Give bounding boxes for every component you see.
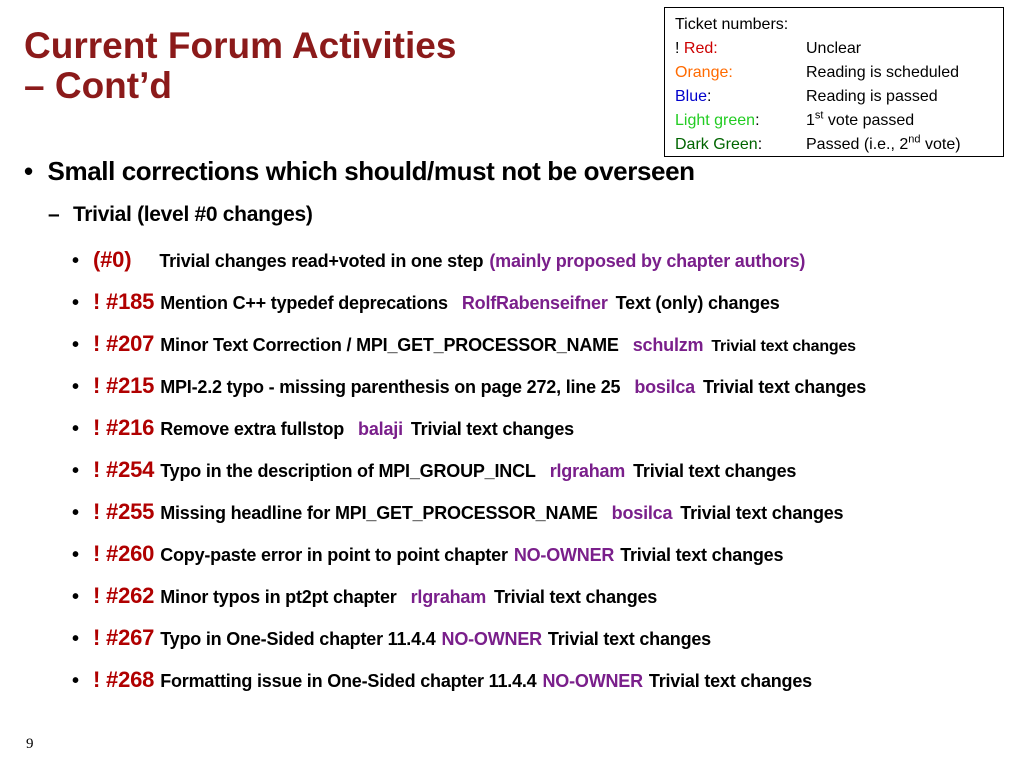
ticket-change-type: Trivial text changes bbox=[711, 338, 856, 355]
ticket-description: Trivial changes read+voted in one step bbox=[159, 251, 484, 271]
legend-meaning-red: Unclear bbox=[806, 40, 862, 57]
ticket-id: ! #267 bbox=[93, 625, 155, 650]
ticket-owner: schulzm bbox=[632, 335, 704, 355]
legend-label-red: Red: bbox=[683, 40, 718, 57]
legend-row-blue bbox=[675, 85, 993, 109]
legend-meaning-pre: Passed (i.e., 2 bbox=[806, 136, 909, 153]
bullet-small-corrections bbox=[24, 156, 695, 187]
ticket-note: (mainly proposed by chapter authors) bbox=[489, 251, 806, 271]
legend-row-red bbox=[675, 37, 993, 61]
bullet-marker: • bbox=[72, 460, 79, 482]
ticket-description: Mention C++ typedef deprecations bbox=[160, 293, 448, 313]
ticket-item-255 bbox=[72, 499, 866, 541]
legend-prefix: ! bbox=[675, 40, 684, 57]
ticket-change-type: Text (only) changes bbox=[615, 293, 780, 313]
ticket-owner: rlgraham bbox=[410, 587, 487, 607]
legend-label-light-green: Light green bbox=[675, 112, 756, 129]
subbullet-text: Trivial (level #0 changes) bbox=[72, 203, 313, 226]
legend-meaning-blue: Reading is passed bbox=[806, 88, 938, 105]
bullet-marker: • bbox=[72, 502, 79, 524]
ticket-id: ! #216 bbox=[93, 415, 155, 440]
ticket-change-type: Trivial text changes bbox=[547, 629, 711, 649]
bullet-marker: • bbox=[72, 334, 79, 356]
legend-meaning-light-green bbox=[806, 109, 914, 133]
bullet-marker: • bbox=[72, 250, 79, 272]
ticket-owner: RolfRabenseifner bbox=[461, 293, 608, 313]
ticket-id: (#0) bbox=[93, 247, 132, 272]
legend-row-light-green bbox=[675, 109, 993, 133]
ticket-description: Typo in the description of MPI_GROUP_INCL bbox=[160, 461, 536, 481]
ticket-id: ! #185 bbox=[93, 289, 155, 314]
bullet-marker: • bbox=[72, 586, 79, 608]
legend-label-dark-green: Dark Green bbox=[675, 136, 758, 153]
ticket-item-215 bbox=[72, 373, 866, 415]
ticket-change-type: Trivial text changes bbox=[680, 503, 844, 523]
legend-meaning-post: vote passed bbox=[823, 112, 915, 129]
legend-row-orange bbox=[675, 61, 993, 85]
ticket-id: ! #215 bbox=[93, 373, 155, 398]
legend-suffix: : bbox=[707, 88, 712, 105]
legend-meaning-pre: 1 bbox=[806, 112, 815, 129]
ticket-id: ! #207 bbox=[93, 331, 155, 356]
bullet-marker: • bbox=[72, 292, 79, 314]
bullet-text: Small corrections which should/must not be overseen bbox=[47, 156, 695, 186]
ticket-description: Missing headline for MPI_GET_PROCESSOR_NAME bbox=[160, 503, 598, 523]
ticket-id: ! #254 bbox=[93, 457, 155, 482]
page-number: 9 bbox=[26, 736, 34, 752]
ticket-item-216 bbox=[72, 415, 866, 457]
legend-meaning-dark-green bbox=[806, 133, 961, 157]
ticket-owner: NO-OWNER bbox=[542, 671, 643, 691]
ticket-change-type: Trivial text changes bbox=[702, 377, 867, 397]
legend-label-blue: Blue bbox=[675, 88, 708, 105]
ticket-description: Remove extra fullstop bbox=[160, 419, 345, 439]
ticket-owner: rlgraham bbox=[549, 461, 626, 481]
ticket-id: ! #255 bbox=[93, 499, 155, 524]
legend-label-orange: Orange: bbox=[675, 64, 733, 81]
slide-title-line2: – Cont’d bbox=[24, 65, 172, 106]
legend-suffix: : bbox=[755, 112, 760, 129]
ticket-item-207 bbox=[72, 331, 866, 373]
ticket-description: Formatting issue in One-Sided chapter 11.4.4 bbox=[160, 671, 537, 691]
ticket-item-0 bbox=[72, 247, 866, 289]
ticket-item-254 bbox=[72, 457, 866, 499]
bullet-marker: • bbox=[72, 670, 79, 692]
legend-meaning-sup: st bbox=[814, 109, 824, 122]
ticket-owner: bosilca bbox=[634, 377, 695, 397]
ticket-owner: NO-OWNER bbox=[513, 545, 615, 565]
ticket-id: ! #262 bbox=[93, 583, 155, 608]
ticket-description: Typo in One-Sided chapter 11.4.4 bbox=[160, 629, 436, 649]
ticket-id: ! #260 bbox=[93, 541, 155, 566]
legend-meaning-orange: Reading is scheduled bbox=[806, 64, 959, 81]
bullet-marker: • bbox=[72, 376, 79, 398]
legend-meaning-post: vote) bbox=[920, 136, 961, 153]
bullet-marker: • bbox=[24, 156, 33, 186]
ticket-change-type: Trivial text changes bbox=[494, 587, 658, 607]
ticket-change-type: Trivial text changes bbox=[648, 671, 812, 691]
ticket-description: MPI-2.2 typo - missing parenthesis on page 272, line 25 bbox=[160, 377, 621, 397]
ticket-owner: NO-OWNER bbox=[441, 629, 542, 649]
ticket-item-260 bbox=[72, 541, 866, 583]
ticket-item-268 bbox=[72, 667, 866, 709]
ticket-owner: bosilca bbox=[611, 503, 673, 523]
ticket-description: Copy-paste error in point to point chapter bbox=[160, 545, 508, 565]
bullet-marker: • bbox=[72, 628, 79, 650]
dash-marker: – bbox=[48, 203, 60, 226]
ticket-description: Minor typos in pt2pt chapter bbox=[160, 587, 397, 607]
legend-meaning-sup: nd bbox=[908, 133, 921, 146]
slide-title-line1: Current Forum Activities bbox=[24, 25, 457, 66]
ticket-legend-box bbox=[664, 7, 1004, 157]
ticket-change-type: Trivial text changes bbox=[620, 545, 784, 565]
ticket-item-262 bbox=[72, 583, 866, 625]
ticket-owner: balaji bbox=[358, 419, 403, 439]
ticket-id: ! #268 bbox=[93, 667, 155, 692]
legend-heading: Ticket numbers: bbox=[675, 16, 789, 33]
slide-title bbox=[24, 26, 456, 106]
ticket-item-267 bbox=[72, 625, 866, 667]
bullet-marker: • bbox=[72, 544, 79, 566]
ticket-description: Minor Text Correction / MPI_GET_PROCESSOR_NAME bbox=[160, 335, 619, 355]
legend-row-dark-green bbox=[675, 133, 993, 157]
ticket-item-185 bbox=[72, 289, 866, 331]
ticket-change-type: Trivial text changes bbox=[633, 461, 797, 481]
legend-suffix: : bbox=[757, 136, 763, 153]
ticket-change-type: Trivial text changes bbox=[410, 419, 574, 439]
bullet-marker: • bbox=[72, 418, 79, 440]
subbullet-trivial-changes bbox=[48, 203, 313, 227]
ticket-list bbox=[72, 247, 866, 709]
